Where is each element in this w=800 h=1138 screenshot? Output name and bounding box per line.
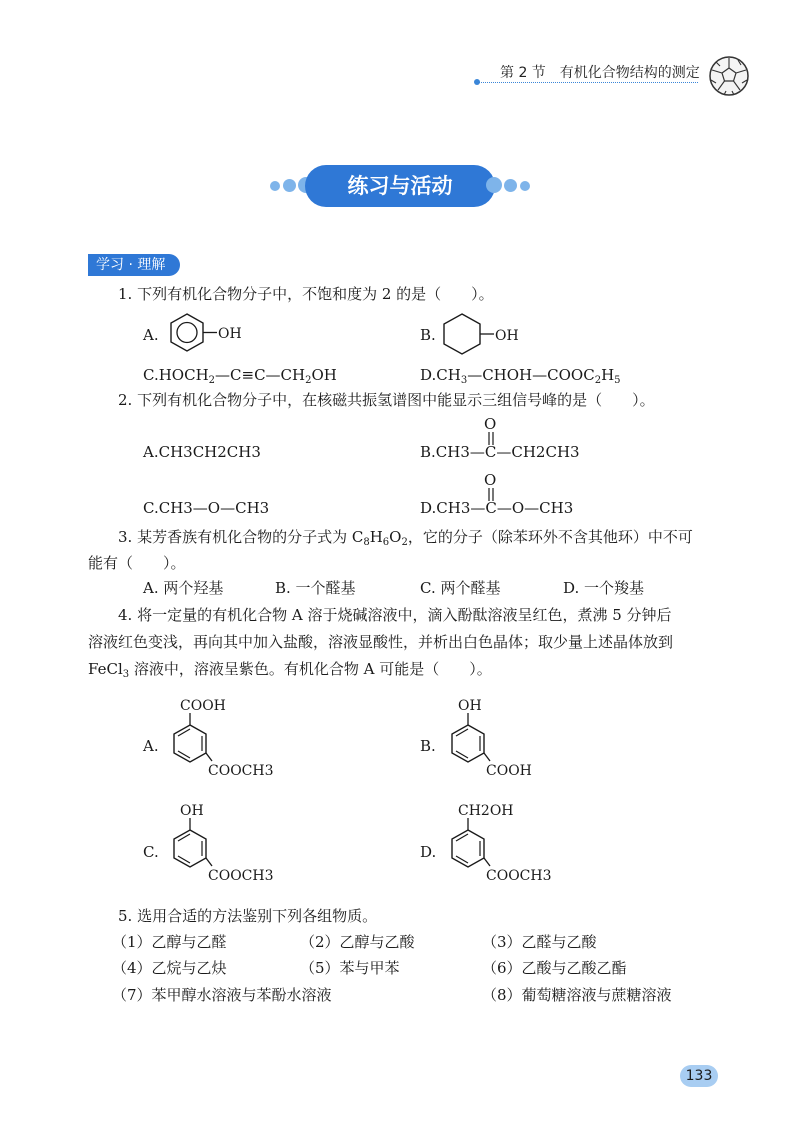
- q4-b-bottom-group: COOH: [486, 763, 532, 779]
- q4-c-bottom-group: COOCH3: [208, 868, 274, 884]
- q4-option-b-structure: [438, 695, 568, 785]
- banner-title: 练习与活动: [347, 174, 453, 198]
- q5-item: （7）苯甲醇水溶液与苯酚水溶液: [112, 986, 332, 1004]
- q4-option-c-structure: [160, 800, 290, 890]
- banner-dot: [486, 177, 502, 193]
- banner-dot: [504, 179, 517, 192]
- q5-item: （3）乙醛与乙酸: [482, 933, 597, 951]
- chapter-header-title: 第 2 节 有机化合物结构的测定: [500, 65, 700, 81]
- q1-option-a-structure: [163, 310, 253, 356]
- q5-item: （2）乙醇与乙酸: [300, 933, 415, 951]
- question-4-line3: FeCl$_3$ 溶液中，溶液呈紫色。有机化合物 A 可能是（ ）。: [88, 660, 492, 680]
- q1-option-c: $C.HOCH_2—C\equiv C—CH_2OH$: [143, 366, 337, 386]
- q4-d-top-group: CH2OH: [458, 803, 514, 819]
- question-2-stem: 2. 下列有机化合物分子中，在核磁共振氢谱图中能显示三组信号峰的是（ ）。: [118, 391, 655, 409]
- q4-d-bottom-group: COOCH3: [486, 868, 552, 884]
- q5-item: （8）葡萄糖溶液与蔗糖溶液: [482, 986, 672, 1004]
- question-3-stem-line2: 能有（ ）。: [88, 554, 186, 572]
- q5-item: （1）乙醇与乙醛: [112, 933, 227, 951]
- q2-option-b: B.CH3—C—CH2CH3: [420, 443, 580, 461]
- q4-option-d-label: D.: [420, 843, 437, 861]
- question-4-line1: 4. 将一定量的有机化合物 A 溶于烧碱溶液中，滴入酚酞溶液呈红色，煮沸 5 分钟后: [118, 606, 672, 624]
- q4-c-top-group: OH: [180, 803, 204, 819]
- question-3-stem-line1: 3. 某芳香族有机化合物的分子式为 $C_8H_6O_2$，它的分子（除苯环外不含其他环）中不可: [118, 528, 693, 548]
- banner-dot: [520, 181, 530, 191]
- question-5-stem: 5. 选用合适的方法鉴别下列各组物质。: [118, 907, 378, 925]
- q4-b-top-group: OH: [458, 698, 482, 714]
- q2-option-d-oxygen: O: [484, 471, 497, 489]
- q1-a-oh-label: OH: [218, 326, 242, 342]
- q5-item: （6）乙酸与乙酸乙酯: [482, 959, 627, 977]
- q5-item: （4）乙烷与乙炔: [112, 959, 227, 977]
- q4-option-d-structure: [438, 800, 568, 890]
- banner-dot: [270, 181, 280, 191]
- q4-option-a-structure: [160, 695, 290, 785]
- question-1-stem: 1. 下列有机化合物分子中，不饱和度为 2 的是（ ）。: [118, 285, 494, 303]
- q1-option-b-label: B.: [420, 326, 436, 344]
- q4-a-top-group: COOH: [180, 698, 226, 714]
- q1-option-a-label: A.: [143, 326, 159, 344]
- q5-item: （5）苯与甲苯: [300, 959, 400, 977]
- question-4-line2: 溶液红色变浅，再向其中加入盐酸，溶液显酸性，并析出白色晶体；取少量上述晶体放到: [88, 633, 674, 651]
- q1-b-oh-label: OH: [495, 328, 519, 344]
- q4-a-bottom-group: COOCH3: [208, 763, 274, 779]
- q3-option-c: C. 两个醛基: [420, 579, 501, 597]
- q2-option-a: A.CH3CH2CH3: [143, 443, 261, 461]
- q3-option-b: B. 一个醛基: [275, 579, 356, 597]
- q2-option-b-oxygen: O: [484, 415, 497, 433]
- q1-option-b-structure: [438, 310, 528, 356]
- q2-option-d: D.CH3—C—O—CH3: [420, 499, 574, 517]
- q4-option-c-label: C.: [143, 843, 159, 861]
- q4-option-b-label: B.: [420, 737, 436, 755]
- fullerene-ball-icon: [708, 55, 750, 97]
- q3-option-d: D. 一个羧基: [563, 579, 645, 597]
- q2-option-c: C.CH3—O—CH3: [143, 499, 270, 517]
- q4-option-a-label: A.: [143, 737, 159, 755]
- page-number: 133: [685, 1068, 713, 1084]
- banner-dot: [283, 179, 296, 192]
- header-rule: [478, 82, 698, 83]
- section-tag: 学习 · 理解: [88, 254, 180, 276]
- q3-option-a: A. 两个羟基: [143, 579, 224, 597]
- q1-option-d: $D.CH_3—CHOH—COOC_2H_5$: [420, 366, 621, 386]
